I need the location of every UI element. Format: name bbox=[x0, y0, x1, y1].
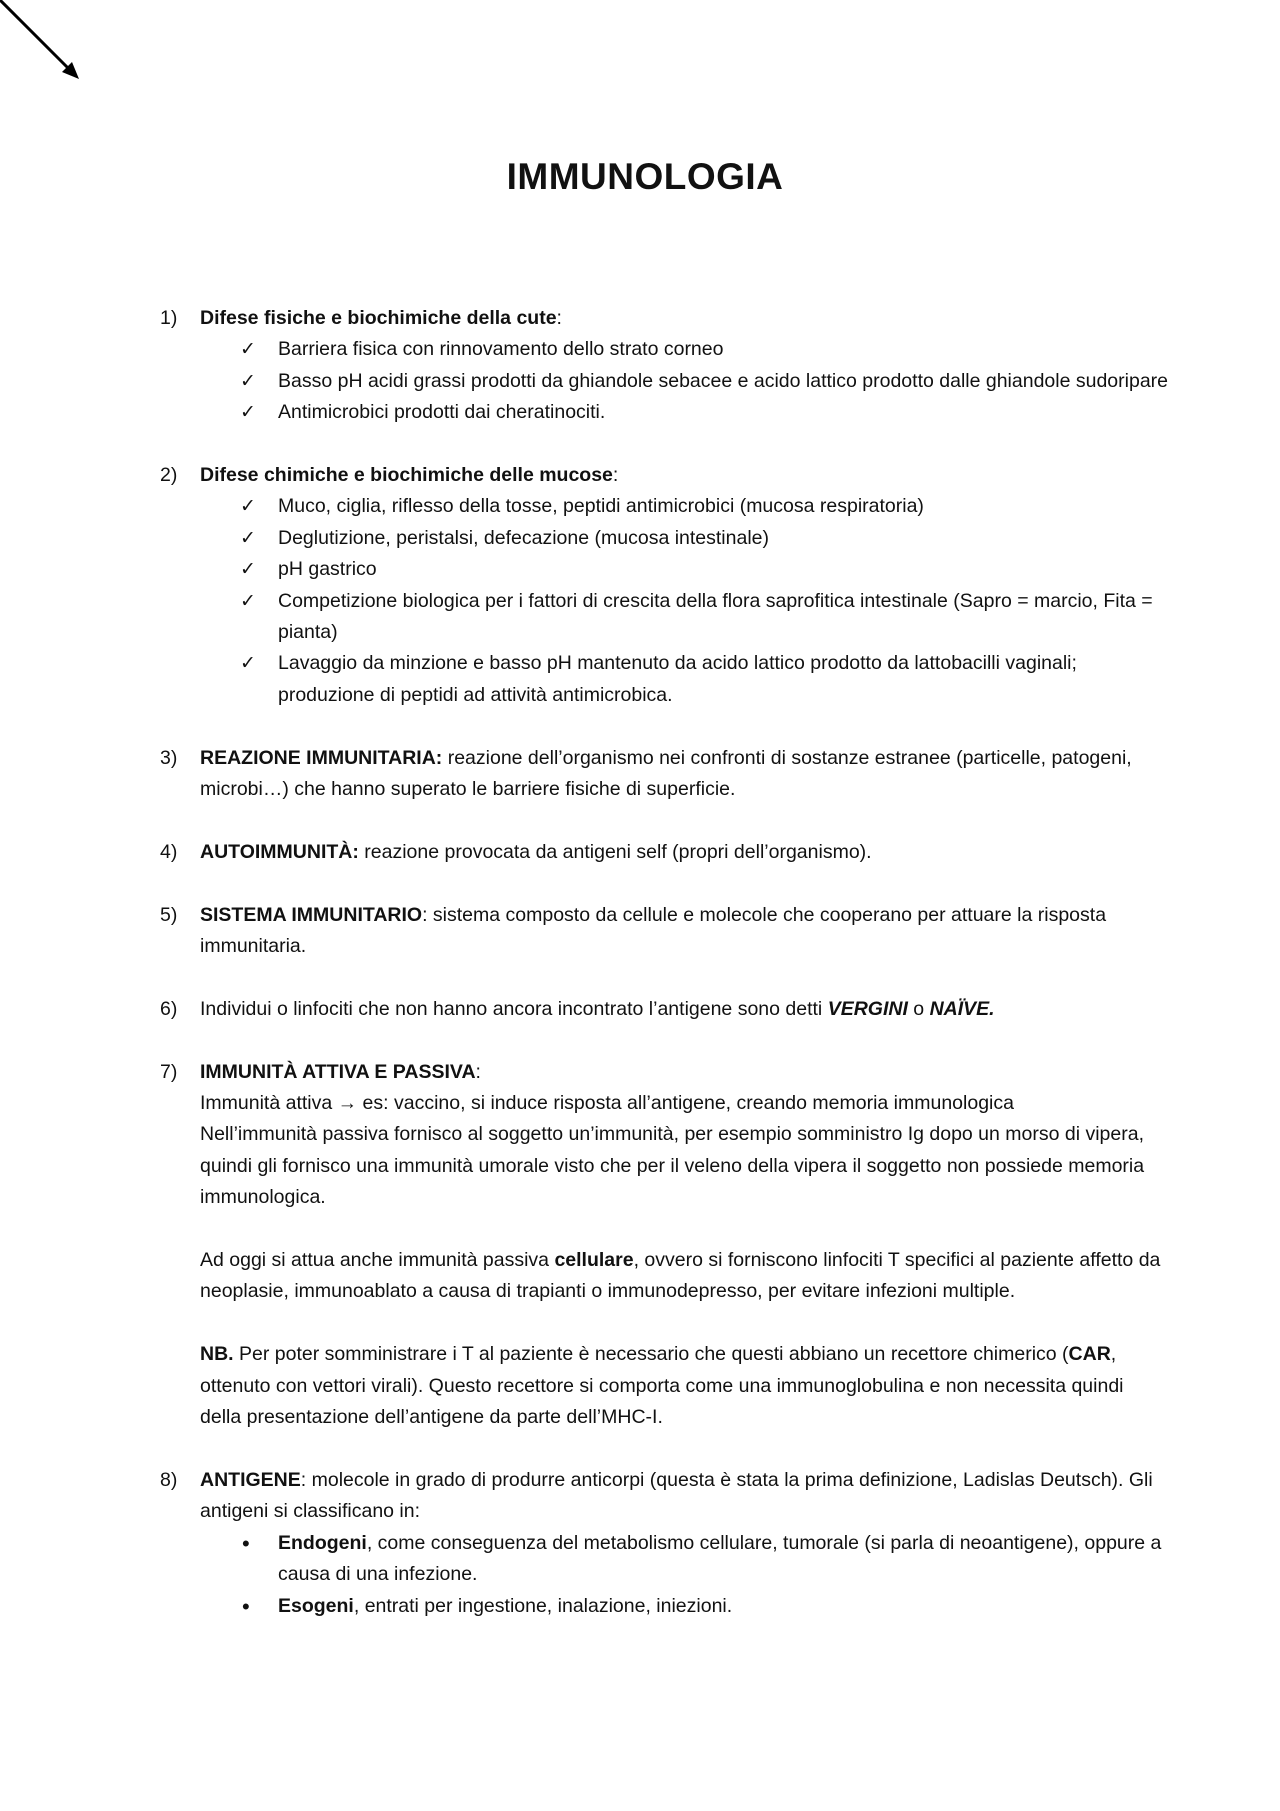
section-text: REAZIONE IMMUNITARIA: reazione dell’organismo nei confronti di sostanze estranee (particelle, patogeni, microbi…) che hanno superato le barriere fisiche di superficie. bbox=[200, 746, 1132, 801]
cellular-immunity-text: Ad oggi si attua anche immunità passiva cellulare, ovvero si forniscono linfociti T specifici al paziente affetto da neoplasie, immunoablato a causa di trapianti o immunodepresso, per evitare infezioni multiple. bbox=[200, 1249, 1161, 1303]
section-number: 6) bbox=[160, 997, 178, 1020]
check-icon: ✓ bbox=[240, 590, 256, 612]
section-heading: Difese chimiche e biochimiche delle mucose: bbox=[200, 464, 619, 487]
check-icon: ✓ bbox=[240, 559, 256, 581]
section-text: Individui o linfociti che non hanno ancora incontrato l’antigene sono detti VERGINI o NAÏVE. bbox=[200, 997, 995, 1020]
list-item: • Endogeni, come conseguenza del metabolismo cellulare, tumorale (si parla di neoantigene), oppure a causa di una infezione. bbox=[200, 1528, 1170, 1591]
list-item: ✓ Antimicrobici prodotti dai cheratinociti. bbox=[200, 397, 1170, 428]
list-item: ✓ Basso pH acidi grassi prodotti da ghiandole sebacee e acido lattico prodotto dalle ghiandole sudoripare bbox=[200, 366, 1170, 397]
check-icon: ✓ bbox=[240, 370, 256, 392]
section-number: 3) bbox=[160, 746, 178, 769]
bullet-icon: • bbox=[242, 1593, 250, 1619]
nb-note: NB. Per poter somministrare i T al paziente è necessario che questi abbiano un recettore chimerico (CAR, ottenuto con vettori virali). Questo recettore si comporta come una immunoglobulina e non necessita quindi della presentazione dell’antigene da parte dell’MHC-I. bbox=[200, 1343, 1124, 1429]
section-8 bbox=[160, 1465, 1170, 1622]
passive-immunity-text: Nell’immunità passiva fornisco al soggetto un’immunità, per esempio somministro Ig dopo un morso di vipera, quindi gli fornisco una immunità umorale visto che per il veleno della vipera il soggetto non possiede memoria immunologica. bbox=[200, 1123, 1145, 1209]
list-item: ✓ Muco, ciglia, riflesso della tosse, peptidi antimicrobici (mucosa respiratoria) bbox=[200, 491, 1170, 522]
check-icon: ✓ bbox=[240, 402, 256, 424]
list-item: ✓ Deglutizione, peristalsi, defecazione (mucosa intestinale) bbox=[200, 523, 1170, 554]
section-6 bbox=[160, 994, 1170, 1025]
corner-arrow-icon bbox=[0, 0, 90, 90]
section-number: 7) bbox=[160, 1060, 178, 1083]
section-2 bbox=[160, 460, 1170, 711]
list-item: • Esogeni, entrati per ingestione, inalazione, iniezioni. bbox=[200, 1591, 1170, 1622]
section-5 bbox=[160, 900, 1170, 963]
section-3 bbox=[160, 743, 1170, 806]
section-number: 1) bbox=[160, 307, 178, 329]
list-item: ✓ Barriera fisica con rinnovamento dello strato corneo bbox=[200, 334, 1170, 365]
list-item: ✓ pH gastrico bbox=[200, 554, 1170, 585]
section-text: AUTOIMMUNITÀ: reazione provocata da antigeni self (propri dell’organismo). bbox=[200, 840, 872, 863]
section-7 bbox=[160, 1057, 1170, 1434]
section-heading: IMMUNITÀ ATTIVA E PASSIVA: bbox=[200, 1060, 481, 1083]
section-text: SISTEMA IMMUNITARIO: sistema composto da cellule e molecole che cooperano per attuare la risposta immunitaria. bbox=[200, 903, 1107, 958]
bullet-icon: • bbox=[242, 1530, 250, 1556]
section-number: 2) bbox=[160, 464, 178, 487]
section-4 bbox=[160, 837, 1170, 868]
section-heading: Difese fisiche e biochimiche della cute: bbox=[200, 307, 562, 329]
arrow-right-icon: → bbox=[337, 1092, 358, 1115]
section-text: ANTIGENE: molecole in grado di produrre anticorpi (questa è stata la prima definizione, Ladislas Deutsch). Gli antigeni si classificano in: bbox=[200, 1468, 1153, 1523]
section-number: 8) bbox=[160, 1468, 178, 1491]
check-icon: ✓ bbox=[240, 653, 256, 675]
section-1 bbox=[160, 303, 1170, 429]
check-icon: ✓ bbox=[240, 527, 256, 549]
check-icon: ✓ bbox=[240, 496, 256, 518]
active-immunity-text: Immunità attiva → es: vaccino, si induce risposta all’antigene, creando memoria immunologica bbox=[200, 1092, 1014, 1115]
list-item: ✓ Competizione biologica per i fattori di crescita della flora saprofitica intestinale (Sapro = marcio, Fita = pianta) bbox=[200, 586, 1170, 649]
list-item: ✓ Lavaggio da minzione e basso pH mantenuto da acido lattico prodotto da lattobacilli vaginali; produzione di peptidi ad attività antimicrobica. bbox=[200, 648, 1170, 711]
document-body bbox=[160, 303, 1170, 1653]
page-title: IMMUNOLOGIA bbox=[506, 156, 784, 197]
check-icon: ✓ bbox=[240, 339, 256, 361]
section-number: 5) bbox=[160, 903, 178, 926]
section-number: 4) bbox=[160, 840, 178, 863]
